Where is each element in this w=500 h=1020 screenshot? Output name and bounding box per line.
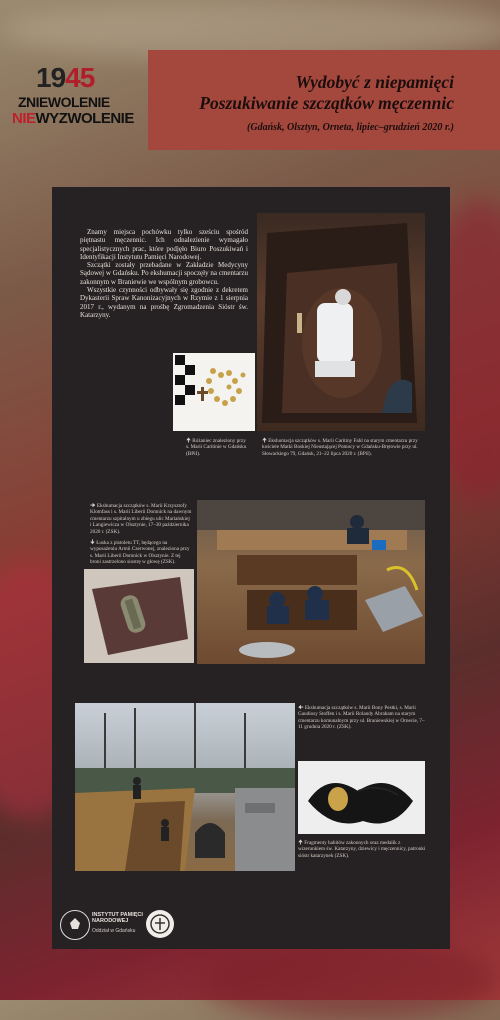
title-band — [148, 50, 500, 150]
photo-shell-casing — [84, 569, 194, 663]
ipn-eagle-icon — [60, 910, 90, 940]
arrow-up-icon: 🠉 — [262, 437, 267, 444]
arrow-up-icon: 🠉 — [186, 437, 191, 444]
caption-gdansk-exhumation: 🠉 Ekshumacja szczątków s. Marii Caritiny Fahl na starym cmentarzu przy kościele Matki Boskiej Nieustającej Pomocy w Gdańsku-Brętowie przy ul. Słowackiego 79, Gdańsk, 21–22 lipca 2020 r. (BPiI). — [262, 437, 418, 457]
background-stain — [200, 940, 500, 1020]
grave-scene-illustration — [257, 213, 425, 431]
caption-shell-casing: 🠋 Łuska z pistoletu TT, będącego na wyposażeniu Armii Czerwonej, znaleziona przy s. Marii Liberii Domnick w Olsztynie. Z tej broni zastrzelono siostrę w głowę (ZSK). — [90, 539, 190, 566]
photo-orneta-cemetery — [75, 703, 295, 871]
caption-orneta-exhumation: 🠈 Ekshumacja szczątków s. Marii Bony Pestki, s. Marii Gaudiosy Stoffen i s. Marii Rolandy Abraham na starym cmentarzu komunalnym przy ul. Braniewskiej w Ornecie, 7–11 grudnia 2020 r. (ZSK). — [298, 704, 425, 731]
institution-name: INSTYTUT PAMIĘCI NARODOWEJ — [92, 912, 143, 925]
intro-paragraph: Szczątki zostały przebadane w Zakładzie Medycyny Sądowej w Gdańsku. Po ekshumacji spoczęły na cmentarzu zakonnym w Braniewie we wspólnym grobowcu. — [80, 261, 248, 286]
congregation-seal-icon — [146, 910, 174, 938]
logo-line2: NIEWYZWOLENIE — [12, 110, 134, 127]
shell-casing-illustration — [84, 569, 194, 663]
photo-rosary — [173, 353, 255, 431]
arrow-right-icon: 🠊 — [90, 502, 96, 509]
caption-medallion: 🠉 Fragmenty habitów zakonnych oraz medalik z wizerunkiem św. Katarzyny, dziewicy i męczennicy, patronki sióstr katarzynek (ZSK). — [298, 839, 426, 859]
arrow-left-icon: 🠈 — [298, 704, 304, 711]
excavation-scene-illustration — [197, 500, 425, 664]
page-title-line2: Poszukiwanie szczątków męczennic — [199, 93, 454, 113]
caption-rosary: 🠉 Różaniec znaleziony przy s. Marii Caritinie w Gdańsku (BPiI). — [186, 437, 247, 457]
photo-gdansk-exhumation — [257, 213, 425, 431]
logo-line1: ZNIEWOLENIE — [18, 94, 110, 110]
medallion-illustration — [298, 761, 425, 834]
caption-olsztyn-exhumation: 🠊 Ekshumacja szczątków s. Marii Krzysztofy Klomfass i s. Marii Liberii Domnick na dawnym cmentarzu szpitalnym u zbiegu ulic Mariańskiej i Langiewicza w Olsztynie, 17–30 października 2020 r. (ZSK). — [90, 502, 192, 535]
intro-text — [80, 228, 248, 319]
logo-year: 1945 — [36, 62, 95, 93]
arrow-up-icon: 🠉 — [298, 839, 303, 846]
rosary-illustration — [173, 353, 255, 431]
institution-branch: Oddział w Gdańsku — [92, 928, 136, 934]
page-subtitle: (Gdańsk, Olsztyn, Orneta, lipiec–grudzień 2020 r.) — [247, 122, 454, 133]
photo-medallion — [298, 761, 425, 834]
photo-olsztyn-excavation — [197, 500, 425, 664]
exhibition-logo — [12, 62, 134, 142]
intro-paragraph: Znamy miejsca pochówku tylko sześciu spośród piętnastu męczennic. Ich odnalezienie wymagało specjalistycznych prac, które podjęło Biuro Poszukiwań i Identyfikacji Instytutu Pamięci Narodowej. — [80, 228, 248, 261]
intro-paragraph: Wszystkie czynności odbywały się zgodnie z dekretem Dykasterii Spraw Kanonizacyjnych w Rzymie z 1 sierpnia 2017 r., wydanym na prośbę Zgromadzenia Sióstr św. Katarzyny. — [80, 286, 248, 319]
cemetery-scene-illustration — [75, 703, 295, 871]
arrow-down-icon: 🠋 — [90, 539, 95, 546]
page-title: Wydobyć z niepamięci — [295, 72, 454, 92]
